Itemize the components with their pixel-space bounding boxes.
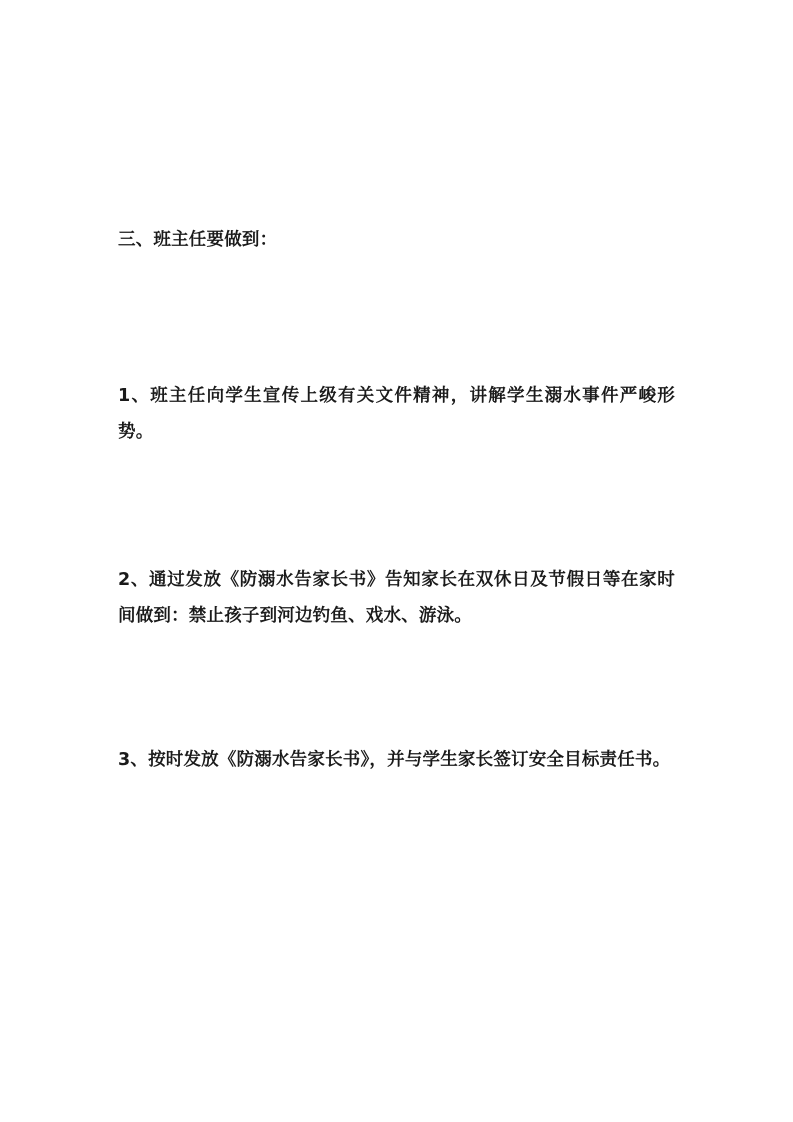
paragraph-item-2: 2、通过发放《防溺水告家长书》告知家长在双休日及节假日等在家时间做到：禁止孩子到河边钓鱼、戏水、游泳。 [118,570,675,626]
paragraph-item-1: 1、班主任向学生宣传上级有关文件精神，讲解学生溺水事件严峻形势。 [118,386,675,442]
vertical-spacer [118,634,675,742]
paragraph-item-3: 3、按时发放《防溺水告家长书》，并与学生家长签订安全目标责任书。 [118,750,671,770]
vertical-spacer [118,450,675,562]
vertical-spacer [118,258,675,378]
document-body [118,0,675,778]
section-heading: 三、班主任要做到： [118,230,278,250]
